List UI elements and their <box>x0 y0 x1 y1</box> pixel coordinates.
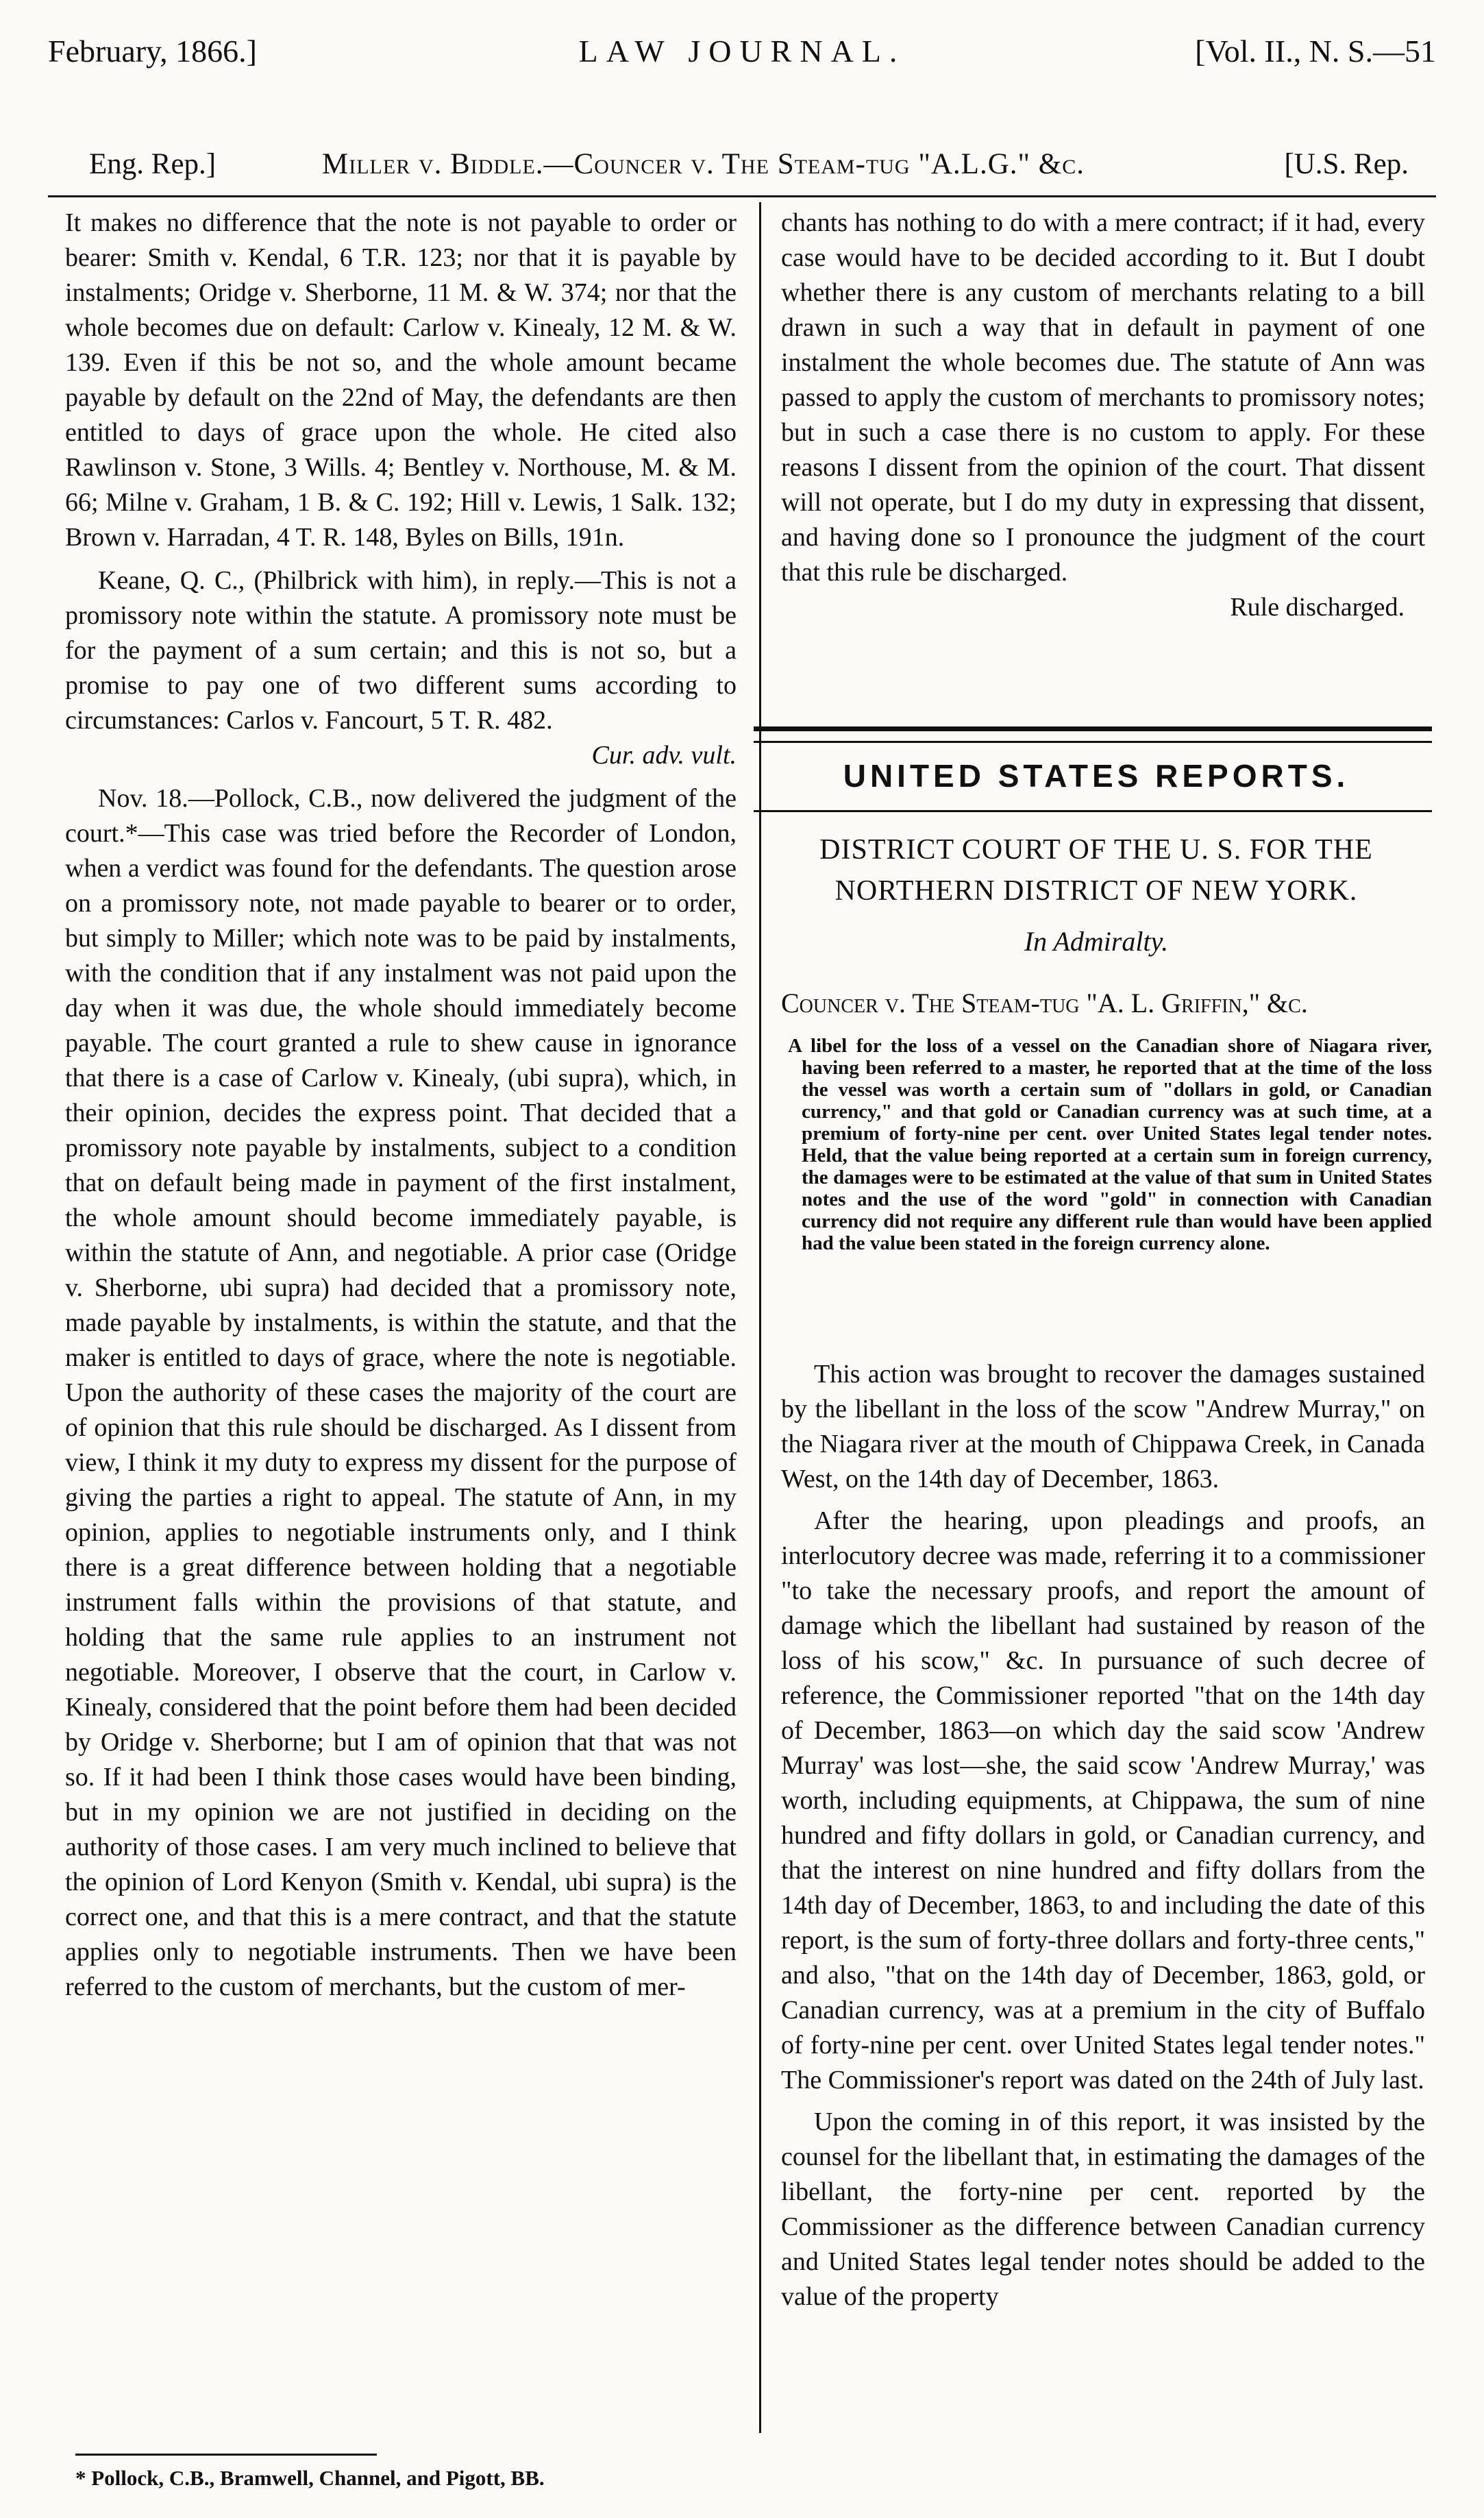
column-divider <box>759 202 761 2433</box>
footnote: * Pollock, C.B., Bramwell, Channel, and Pigott, BB. <box>75 2466 545 2490</box>
header-rule <box>48 195 1436 197</box>
rule-discharged: Rule discharged. <box>1230 593 1405 622</box>
paragraph: Nov. 18.—Pollock, C.B., now delivered the judgment of the court.*—This case was tried before the Recorder of London, when a verdict was found for the defendants. The question arose on a promissory note, not made payable to bearer or to order, but simply to Miller; which note was to be paid by instalments, with the condition that if any instalment was not paid upon the day when it was due, the whole should immediately become payable. The court granted a rule to shew cause in ignorance that there is a case of Carlow v. Kinealy, (ubi supra), which, in their opinion, decides the express point. That decided that a promissory note payable by instalments, subject to a condition that on default being made in payment of the first instalment, the whole amount should become immediately payable, is within the statute of Ann, and negotiable. A prior case (Oridge v. Sherborne, ubi supra) had decided that a promissory note, made payable by instalments, is within the statute, and that the maker is entitled to days of grace, where the note is negotiable. Upon the authority of these cases the majority of the court are of opinion that this rule should be discharged. As I dissent from view, I think it my duty to express my dissent for the purpose of giving the parties a right to appeal. The statute of Ann, in my opinion, applies to negotiable instruments only, and I think there is a great difference between holding that a negotiable instrument falls within the provisions of that statute, and holding that the same rule applies to an instrument not negotiable. Moreover, I observe that the court, in Carlow v. Kinealy, considered that the point before them had been decided by Oridge v. Sherborne; but I am of opinion that that was not so. If it had been I think those cases would have been binding, but in my opinion we are not justified in deciding on the authority of those cases. I am very much inclined to believe that the opinion of Lord Kenyon (Smith v. Kendal, ubi supra) is the correct one, and that this is a mere contract, and that the statute applies only to negotiable instruments. Then we have been referred to the custom of merchants, but the custom of mer- <box>65 784 737 2001</box>
case-title: Councer v. The Steam-tug "A. L. Griffin," &c. <box>781 988 1308 1018</box>
paragraph: It makes no difference that the note is not payable to order or bearer: Smith v. Kendal, 6 T.R. 123; nor that it is payable by instalments; Oridge v. Sherborne, 11 M. & W. 374; nor that the whole becomes due on default: Carlow v. Kinealy, 12 M. & W. 139. Even if this be not so, and the whole amount became payable by default on the 22nd of May, the defendants are then entitled to days of grace upon the whole. He cited also Rawlinson v. Stone, 3 Wills. 4; Bentley v. Northouse, M. & M. 66; Milne v. Graham, 1 B. & C. 192; Hill v. Lewis, 1 Salk. 132; Brown v. Harradan, 4 T. R. 148, Byles on Bills, 191n. <box>65 208 737 552</box>
subheader-left: Eng. Rep.] <box>89 148 217 180</box>
court-heading: DISTRICT COURT OF THE U. S. FOR THE NORTHERN DISTRICT OF NEW YORK. <box>819 834 1373 907</box>
section-title: UNITED STATES REPORTS. <box>843 758 1350 794</box>
cur-adv-vult: Cur. adv. vult. <box>591 741 737 770</box>
subheader-case-names: Miller v. Biddle.—Councer v. The Steam-tug "A.L.G." &c. <box>322 148 1085 180</box>
subheader-right: [U.S. Rep. <box>1284 148 1409 180</box>
paragraph: After the hearing, upon pleadings and proofs, an interlocutory decree was made, referring it to a commissioner "to take the necessary proofs, and report the amount of damage which the libellant had sustained by reason of the loss of his scow," &c. In pursuance of such decree of reference, the Commissioner reported "that on the 14th day of December, 1863—on which day the said scow 'Andrew Murray' was lost—she, the said scow 'Andrew Murray,' was worth, including equipments, at Chippawa, the sum of nine hundred and fifty dollars in gold, or Canadian currency, and that the interest on nine hundred and fifty dollars from the 14th day of December, 1863, to and including the date of this report, is the sum of forty-three dollars and forty-three cents," and also, "that on the 14th day of December, 1863, gold, or Canadian currency, was at a premium in the city of Buffalo of forty-nine per cent. over United States legal tender notes." The Commissioner's report was dated on the 24th of July last. <box>781 1506 1425 2094</box>
paragraph: Upon the coming in of this report, it was insisted by the counsel for the libellant that, in estimating the damages of the libellant, the forty-nine per cent. reported by the Commissioner as the difference between Canadian currency and United States legal tender notes should be added to the value of the property <box>781 2107 1425 2311</box>
paragraph: This action was brought to recover the damages sustained by the libellant in the loss of the scow "Andrew Murray," on the Niagara river at the mouth of Chippawa Creek, in Canada West, on the 14th day of December, 1863. <box>781 1360 1425 1493</box>
footnote-rule <box>75 2454 377 2456</box>
header-date: February, 1866.] <box>48 34 257 69</box>
headnote: A libel for the loss of a vessel on the Canadian shore of Niagara river, having been referred to a master, he reported that at the time of the loss the vessel was worth a certain sum of "dollars in gold, or Canadian currency," and that gold or Canadian currency was at such time, at a premium of forty-nine per cent. over United States legal tender notes. Held, that the value being reported at a certain sum in foreign currency, the damages were to be estimated at the value of that sum in United States notes and the use of the word "gold" in connection with Canadian currency did not require any different rule than would have been applied had the value been stated in the foreign currency alone. <box>788 1035 1432 1254</box>
page-header <box>48 33 1436 98</box>
header-volume: [Vol. II., N. S.—51 <box>1195 34 1436 69</box>
header-journal-title: LAW JOURNAL. <box>578 34 906 69</box>
section-rule <box>754 726 1432 743</box>
paragraph: chants has nothing to do with a mere contract; if it had, every case would have to be decided according to it. But I doubt whether there is any custom of merchants relating to a bill drawn in such a way that in default in payment of one instalment the whole becomes due. The statute of Ann was passed to apply the custom of merchants to promissory notes; but in such a case there is no custom to apply. For these reasons I dissent from the opinion of the court. That dissent will not operate, but I do my duty in expressing that dissent, and having done so I pronounce the judgment of the court that this rule be discharged. <box>781 208 1425 587</box>
section-rule-thin <box>754 810 1432 812</box>
admiralty-heading: In Admiralty. <box>1024 926 1169 957</box>
paragraph: Keane, Q. C., (Philbrick with him), in reply.—This is not a promissory note within the statute. A promissory note must be for the payment of a sum certain; and this is not so, but a promise to pay one of two different sums according to circumstances: Carlos v. Fancourt, 5 T. R. 482. <box>65 566 737 735</box>
right-column-body <box>781 1357 1425 2321</box>
right-column-top <box>781 206 1425 625</box>
left-column <box>65 206 737 2005</box>
